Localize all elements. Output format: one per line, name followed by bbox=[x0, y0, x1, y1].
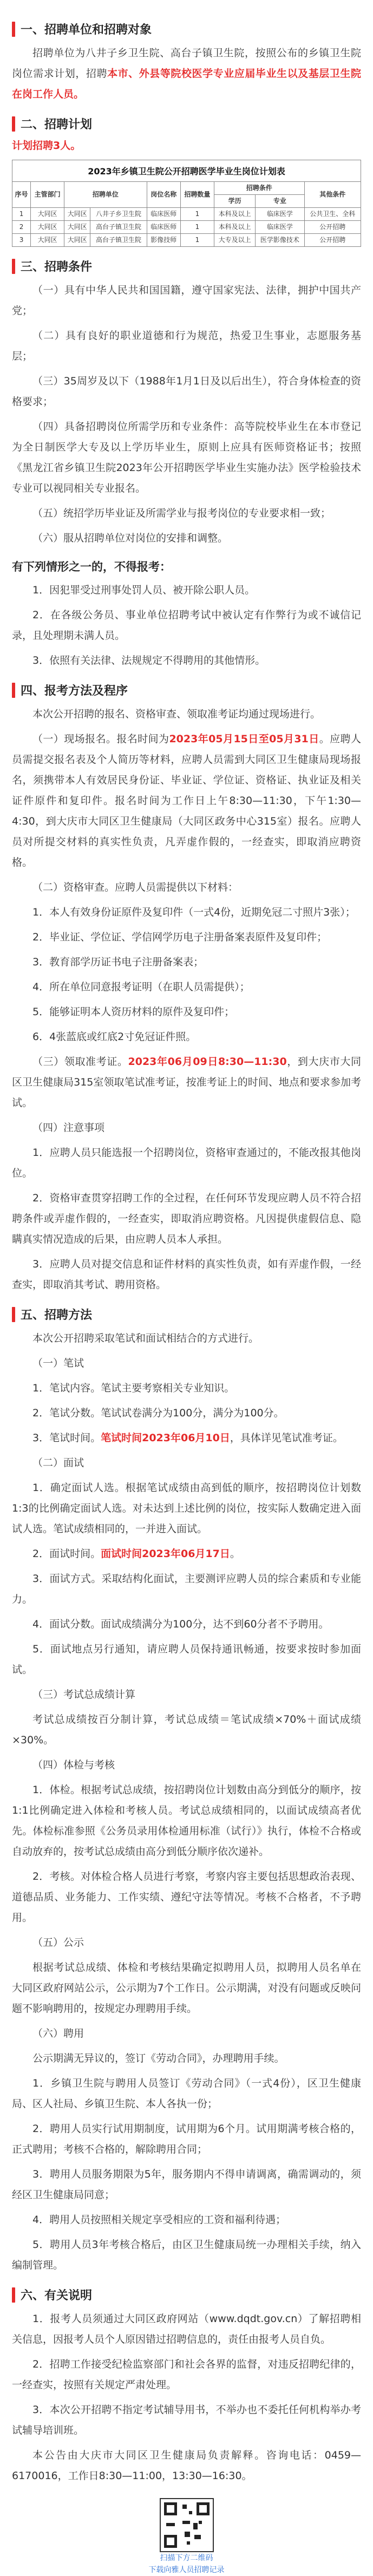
section-5-title: 五、招聘方法 bbox=[21, 1309, 93, 1322]
table-header-row bbox=[12, 182, 361, 195]
section-marker bbox=[12, 683, 15, 698]
recruitment-plan: 计划招聘3人。 bbox=[12, 140, 81, 152]
hire-intro: 公示期满无异议的，签订《劳动合同》，办理聘用手续。 bbox=[32, 2052, 285, 2064]
score-title: （三）考试总成绩计算 bbox=[32, 1689, 136, 1701]
note-paragraph: 1．报考人员须通过大同区政府网站（www.dqdt.gov.cn）了解招聘相关信息，因报考人员个人原因错过招聘信息的，责任由报考人员自负。 bbox=[12, 2313, 361, 2345]
exclusion-item: 3．依照有关法律、法规规定不得聘用的其他情形。 bbox=[32, 655, 266, 666]
position-plan-table bbox=[12, 160, 361, 247]
table-cell: 临床医师 bbox=[147, 221, 180, 234]
col-group-header: 招聘条件 bbox=[214, 182, 305, 195]
public-notice-title: （五）公示 bbox=[32, 1937, 84, 1949]
hire-item: 4．聘用人员按照相关规定享受相应的工资和福利待遇； bbox=[32, 2214, 286, 2226]
document-item: 5．能够证明本人资历材料的原件及复印件； bbox=[32, 1006, 235, 1018]
note-paragraph: 2．招聘工作接受纪检监察部门和社会各界的监督，对违反招聘纪律的，一经查实，按照有关规定严肃处理。 bbox=[12, 2358, 361, 2391]
footer-download-text: 下载向雅人员招聘记录 bbox=[148, 2566, 225, 2574]
col-header: 招聘单位 bbox=[64, 182, 147, 208]
document-item: 1．本人有效身份证原件及复印件（一式4份，近期免冠二寸照片3张）； bbox=[32, 906, 356, 918]
note-item: 1．应聘人员只能选报一个招聘岗位，资格审查通过的，不能改报其他岗位。 bbox=[12, 1147, 361, 1179]
notes-title: （四）注意事项 bbox=[32, 1122, 105, 1134]
table-caption: 2023年乡镇卫生院公开招聘医学毕业生岗位计划表 bbox=[12, 160, 361, 181]
document-item: 4．所在单位同意报考证明（在职人员需提供）； bbox=[32, 981, 250, 993]
interview-text: 2．面试时间。 bbox=[32, 1548, 101, 1560]
section-1-highlight: 本市、外县等院校医学专业应届毕业生以及基层卫生院在岗工作人员。 bbox=[12, 68, 361, 100]
table-cell: 3 bbox=[12, 234, 31, 247]
interview-item: 4．面试分数。面试成绩满分为100分，达不到60分者不予聘用。 bbox=[32, 1618, 329, 1630]
table-cell: 1 bbox=[180, 234, 214, 247]
table-cell: 大专及以上 bbox=[214, 234, 256, 247]
hire-item: 3．聘用人员服务期限为5年，服务期内不得申请调离，确需调动的，须经区卫生健康局同意； bbox=[12, 2168, 361, 2201]
section-4-title: 四、报考方法及程序 bbox=[21, 684, 128, 698]
written-exam-time: 笔试时间2023年06月10日 bbox=[101, 1432, 230, 1444]
table-cell: 2 bbox=[12, 221, 31, 234]
table-row bbox=[12, 208, 361, 221]
table-cell: 大同区 bbox=[31, 208, 64, 221]
condition-item: （五）统招学历毕业证及所需学业与报考岗位的专业要求相一致； bbox=[32, 507, 331, 519]
table-cell: 临床医学 bbox=[256, 221, 304, 234]
section-1-text: 招聘单位为八井子乡卫生院、高台子镇卫生院，按照公布的乡镇卫生院岗位需求计划，招聘 bbox=[12, 47, 361, 80]
section-marker bbox=[12, 1307, 15, 1322]
table-cell: 1 bbox=[180, 221, 214, 234]
score-formula: 考试总成绩按百分制计算，考试总成绩＝笔试成绩×70%＋面试成绩×30%。 bbox=[12, 1714, 361, 1746]
section-1-title: 一、招聘单位和招聘对象 bbox=[21, 23, 152, 37]
interview-item: 5．面试地点另行通知，请应聘人员保持通讯畅通，按要求按时参加面试。 bbox=[12, 1643, 361, 1676]
col-header: 学历 bbox=[214, 195, 256, 208]
written-exam-title: （一）笔试 bbox=[32, 1357, 84, 1369]
document-item: 3．教育部学历证书电子注册备案表； bbox=[32, 956, 204, 968]
exam-check-item: 2．考核。对体检合格人员进行考察，考察内容主要包括思想政治表现、道德品质、业务能力、工作实绩、遵纪守法等情况。考核不合格者，不予聘用。 bbox=[12, 1871, 361, 1924]
interview-title: （二）面试 bbox=[32, 1457, 84, 1469]
ticket-text: （三）领取准考证。 bbox=[32, 1056, 128, 1068]
col-header: 主管部门 bbox=[31, 182, 64, 208]
condition-item: （六）服从招聘单位对岗位的安排和调整。 bbox=[32, 532, 228, 544]
section-2-title: 二、招聘计划 bbox=[21, 118, 93, 132]
table-cell: 1 bbox=[12, 208, 31, 221]
section-6-heading bbox=[12, 2286, 361, 2303]
hire-item: 5．聘用人员3年考核合格后，由区卫生健康局统一办理相关手续，纳入编制管理。 bbox=[12, 2239, 361, 2271]
registration-text: 。应聘人员需提交报名表及个人简历等材料，应聘人员需到大同区卫生健康局现场报名，须携带本人有效居民身份证、毕业证、学位证、资格证、执业证及相关证件原件和复印件。报名时间为工作日上午8:30—11:30，下午1:30—4:30，到大庆市大同区卫生健康局（大同区政务中心315室）报名。应聘人员对所提交材料的真实性负责，凡弄虚作假的，一经查实，即取消应聘资格。 bbox=[12, 733, 361, 868]
section-2-heading bbox=[12, 115, 361, 132]
table-cell: 公共卫生、全科 bbox=[304, 208, 361, 221]
section-3-heading bbox=[12, 258, 361, 274]
table-cell: 1 bbox=[180, 208, 214, 221]
col-header: 序号 bbox=[12, 182, 31, 208]
exclusion-item: 2．在各级公务员、事业单位招聘考试中被认定有作弊行为或不诚信记录，且处理期未满人员。 bbox=[12, 609, 361, 642]
condition-item: （三）35周岁及以下（1988年1月1日及以后出生），符合身体检查的资格要求； bbox=[12, 375, 361, 408]
section-1-heading bbox=[12, 21, 361, 37]
written-exam-item: 1．笔试内容。笔试主要考察相关专业知识。 bbox=[32, 1382, 235, 1394]
footer-scan-text: 扫描下方二维码 bbox=[160, 2554, 213, 2562]
method-intro: 本次公开招聘采取笔试和面试相结合的方式进行。 bbox=[32, 1332, 259, 1344]
exclusion-title: 有下列情形之一的，不得报考： bbox=[12, 560, 171, 573]
registration-period: 2023年05月15日至05月31日 bbox=[169, 733, 319, 745]
interview-item: 3．面试方式。采取结构化面试，主要测评应聘人员的综合素质和专业能力。 bbox=[12, 1573, 361, 1605]
public-notice-text: 根据考试总成绩、体检和考核结果确定拟聘用人员，拟聘用人员名单在大同区政府网站公示，公示期为7个工作日。公示期满，对没有问题或反映问题不影响聘用的，按规定办理聘用手续。 bbox=[12, 1962, 361, 2015]
section-marker bbox=[12, 2287, 15, 2303]
registration-text: （一）现场报名。报名时间为 bbox=[32, 733, 169, 745]
interview-time: 面试时间2023年06月17日 bbox=[101, 1548, 230, 1560]
note-paragraph: 3．本次公开招聘不指定考试辅导用书，不举办也不委托任何机构举办考试辅导培训班。 bbox=[12, 2404, 361, 2436]
section-marker bbox=[12, 22, 15, 37]
written-exam-item: 2．笔试分数。笔试试卷满分为100分，满分为100分。 bbox=[32, 1407, 284, 1419]
procedure-intro: 本次公开招聘的报名、资格审查、领取准考证均通过现场进行。 bbox=[32, 708, 321, 720]
interview-text: 。 bbox=[230, 1548, 240, 1560]
note-item: 2．资格审查贯穿招聘工作的全过程，在任何环节发现应聘人员不符合招聘条件或弄虚作假的，一经查实，即取消应聘资格。凡因提供虚假信息、隐瞒真实情况造成的后果，由应聘人员本人承担。 bbox=[12, 1192, 361, 1245]
table-cell: 八井子乡卫生院 bbox=[90, 208, 147, 221]
table-cell: 本科及以上 bbox=[214, 208, 256, 221]
written-exam-text: 3．笔试时间。 bbox=[32, 1432, 101, 1444]
col-header: 其他条件 bbox=[304, 182, 361, 208]
table-row bbox=[12, 221, 361, 234]
table-cell: 影像技师 bbox=[147, 234, 180, 247]
condition-item: （一）具有中华人民共和国国籍，遵守国家宪法、法律，拥护中国共产党； bbox=[12, 284, 361, 317]
table-cell: 大同区 bbox=[31, 234, 64, 247]
written-exam-text: ，具体详见笔试准考证。 bbox=[230, 1432, 343, 1444]
table-cell: 大同区 bbox=[64, 234, 90, 247]
document-item: 2．毕业证、学位证、学信网学历电子注册备案表原件及复印件； bbox=[32, 931, 328, 943]
review-title: （二）资格审查。应聘人员需提供以下材料： bbox=[32, 881, 239, 893]
section-1-paragraph bbox=[12, 43, 361, 104]
condition-item: （二）具有良好的职业道德和行为规范，热爱卫生事业，志愿服务基层； bbox=[12, 330, 361, 362]
exam-check-title: （四）体检与考核 bbox=[32, 1759, 115, 1771]
table-cell: 大同区 bbox=[64, 221, 90, 234]
table-cell: 高台子镇卫生院 bbox=[90, 221, 147, 234]
interview-item: 1．确定面试人选。根据笔试成绩由高到低的顺序，按招聘岗位计划数1:3的比例确定面试人选。对未达到上述比例的岗位，按实际人数确定进入面试人选。笔试成绩相同的，一并进入面试。 bbox=[12, 1482, 361, 1535]
table-cell: 大同区 bbox=[64, 208, 90, 221]
hire-title: （六）聘用 bbox=[32, 2028, 84, 2039]
col-header: 招聘数量 bbox=[180, 182, 214, 208]
document-item: 6．4张蓝底或红底2寸免冠证件照。 bbox=[32, 1031, 197, 1043]
interview-date bbox=[12, 1544, 361, 1564]
section-6-title: 六、有关说明 bbox=[21, 2289, 93, 2303]
col-header: 专业 bbox=[256, 195, 304, 208]
section-3-title: 三、招聘条件 bbox=[21, 260, 93, 274]
exclusion-item: 1．因犯罪受过刑事处罚人员、被开除公职人员。 bbox=[32, 584, 256, 596]
section-5-heading bbox=[12, 1306, 361, 1323]
ticket-paragraph bbox=[12, 1051, 361, 1113]
ticket-text: ，到大庆市大同区卫生健康局315室领取笔试准考证，按准考证上的时间、地点和要求参加考试。 bbox=[12, 1056, 361, 1109]
hire-item: 1．乡镇卫生院与聘用人员签订《劳动合同》（一式4份），区卫生健康局、区人社局、乡镇卫生院、本人各执一份； bbox=[12, 2077, 361, 2110]
col-header: 岗位名称 bbox=[147, 182, 180, 208]
table-cell: 临床医师 bbox=[147, 208, 180, 221]
table-cell: 本科及以上 bbox=[214, 221, 256, 234]
table-cell: 医学影像技术 bbox=[256, 234, 304, 247]
ticket-time: 2023年06月09日8:30—11:30 bbox=[128, 1056, 287, 1068]
contact-paragraph: 本公告由大庆市大同区卫生健康局负责解释。咨询电话：0459—6170016，工作日8:30—11:00，13:30—16:30。 bbox=[12, 2449, 361, 2482]
registration-paragraph bbox=[12, 729, 361, 873]
table-cell: 临床医学 bbox=[256, 208, 304, 221]
footer bbox=[12, 2498, 361, 2576]
condition-item: （四）具备招聘岗位所需学历和专业条件：高等院校毕业生在本市登记为全日制医学大专及以上学历毕业生，原则上应具有医师资格证书；按照《黑龙江省乡镇卫生院2023年公开招聘医学毕业生实施办法》医学检验技术专业可以视同相关专业报名。 bbox=[12, 421, 361, 494]
qr-code-icon[interactable] bbox=[160, 2498, 214, 2552]
table-cell: 高台子镇卫生院 bbox=[90, 234, 147, 247]
table-row bbox=[12, 234, 361, 247]
table-cell: 公开招聘 bbox=[304, 234, 361, 247]
section-4-heading bbox=[12, 682, 361, 698]
written-exam-date bbox=[12, 1428, 361, 1448]
table-cell: 大同区 bbox=[31, 221, 64, 234]
table-cell: 公开招聘 bbox=[304, 221, 361, 234]
hire-item: 2．聘用人员实行试用期制度，试用期为6个月。试用期满考核合格的，正式聘用；考核不合格的，解除聘用合同； bbox=[12, 2123, 361, 2155]
exam-check-item: 1．体检。根据考试总成绩，按招聘岗位计划数由高分到低分的顺序，按1:1比例确定进入体检和考核人员。考试总成绩相同的，以面试成绩高者优先。体检标准参照《公务员录用体检通用标准（试行）》执行，体检不合格或自动放弃的，按考试总成绩由高分到低分顺序依次递补。 bbox=[12, 1784, 361, 1858]
section-marker bbox=[12, 259, 15, 274]
note-item: 3．应聘人员对提交信息和证件材料的真实性负责，如有弄虚作假，一经查实，即取消其考试、聘用资格。 bbox=[12, 1258, 361, 1291]
section-marker bbox=[12, 116, 15, 132]
